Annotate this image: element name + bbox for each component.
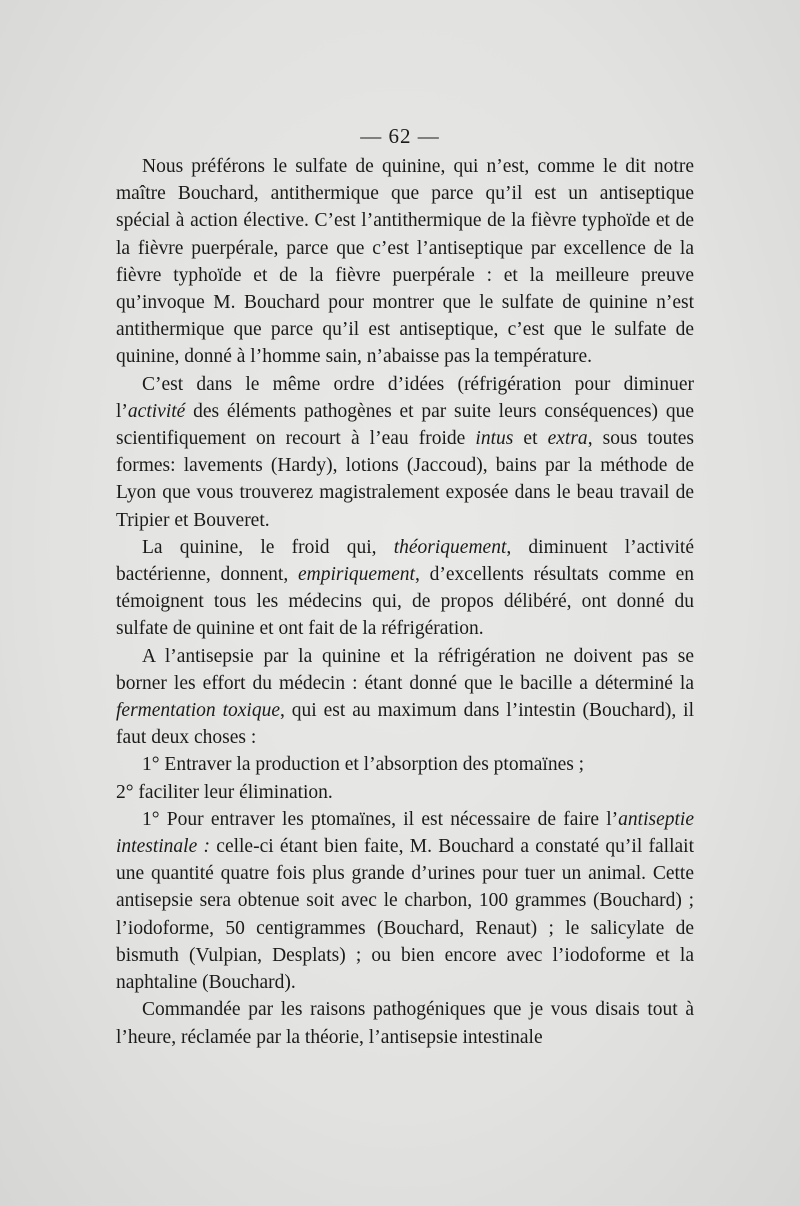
paragraph-two-things	[116, 751, 694, 805]
list-item: 2° faciliter leur élimination.	[116, 781, 333, 803]
paragraph-conclusion: Commandée par les raisons pathogéniques que je vous disais tout à l’heure, réclamée par la théorie, l’antisepsie intestinale	[116, 999, 694, 1048]
italic-term: activité	[127, 400, 186, 422]
text-run: des éléments pathogènes et par suite leurs conséquences) que scientifiquement on recourt à l’eau froide	[116, 400, 694, 450]
text-run: La quinine, le froid qui,	[142, 536, 394, 558]
text-run: , qui est au maximum dans l’intestin (Bouchard), il faut deux choses :	[116, 700, 694, 749]
italic-term: théoriquement	[393, 536, 507, 558]
italic-term: extra	[547, 428, 588, 450]
text-run: , sous toutes formes: lavements (Hardy), lotions (Jaccoud), bains par la méthode de Lyon que vous trouverez magistralement exposée dans le beau travail de Tripier et Bouveret.	[116, 428, 694, 531]
text-run: et	[513, 428, 548, 450]
text-run: , d’excellents résultats comme en témoignent tous les médecins qui, de propos délibéré, ont donné du sulfate de quinine et ont fait de la réfrigération.	[116, 564, 694, 640]
paragraph-antisepsis	[116, 643, 694, 752]
paragraph-quinine: Nous préférons le sulfate de quinine, qui n’est, comme le dit notre maître Bouchard, antithermique que parce qu’il est un antiseptique spécial à action élective. C’est l’antithermique de la fièvre typhoïde et de la fièvre puerpérale, parce que c’est l’antiseptique par excellence de la fièvre typhoïde et de la fièvre puerpérale : et la meilleure preuve qu’invoque M. Bouchard pour montrer que le sulfate de quinine n’est antithermique que parce qu’il est antiseptique, c’est que le sulfate de quinine, donné à l’homme sain, n’abaisse pas la température.	[116, 156, 694, 368]
italic-term: fermentation toxique	[116, 700, 280, 722]
list-item: 1° Entraver la production et l’absorption des ptomaïnes ;	[142, 754, 585, 776]
paragraph-results	[116, 534, 694, 643]
page-number: — 62 —	[360, 124, 440, 148]
text-run: celle-ci étant bien faite, M. Bouchard a constaté qu’il fallait une quantité quatre fois plus grande d’urines pour tuer un animal. Cette antisepsie sera obtenue soit avec le charbon, 100 grammes (Bouchard) ; l’iodoforme, 50 centigrammes (Bouchard, Renaut) ; le salicylate de bismuth (Vulpian, Desplats) ; ou bien encore avec l’iodoforme et la naphtaline (Bouchard).	[116, 836, 694, 994]
italic-term: empiriquement	[298, 564, 415, 586]
italic-term: antiseptie intestinale :	[116, 808, 694, 858]
text-run: , diminuent l’activité bactérienne, donnent,	[116, 536, 695, 586]
text-run: C’est dans le même ordre d’idées (réfrigération pour diminuer l’	[116, 373, 694, 422]
italic-term: intus	[475, 428, 514, 450]
body-text	[116, 153, 694, 1051]
paragraph-refrigeration	[116, 371, 694, 534]
text-run: 1° Pour entraver les ptomaïnes, il est nécessaire de faire l’	[142, 808, 619, 830]
paragraph-intestinal	[116, 806, 694, 996]
text-run: A l’antisepsie par la quinine et la réfrigération ne doivent pas se borner les effort du médecin : étant donné que le bacille a déterminé la	[116, 645, 694, 694]
